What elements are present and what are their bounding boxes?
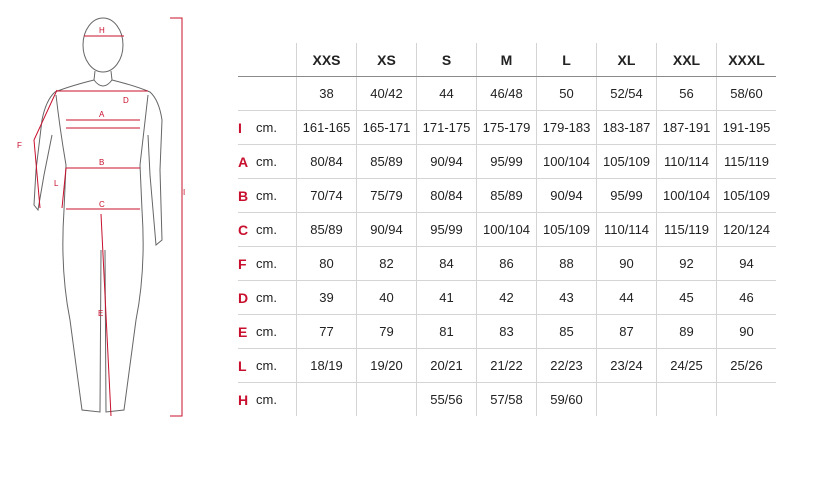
measurement-cell: 115/119 (657, 213, 717, 247)
row-code: F (238, 247, 256, 281)
measurement-cell: 80/84 (417, 179, 477, 213)
eu-size-cell: 56 (657, 77, 717, 111)
size-header: L (537, 43, 597, 77)
size-header: XXS (297, 43, 357, 77)
measurement-cell: 90/94 (537, 179, 597, 213)
measurement-cell: 77 (297, 315, 357, 349)
measurement-cell: 88 (537, 247, 597, 281)
measurement-cell: 95/99 (597, 179, 657, 213)
measurement-cell: 120/124 (717, 213, 777, 247)
measurement-cell: 46 (717, 281, 777, 315)
measurement-cell: 75/79 (357, 179, 417, 213)
measurement-cell: 105/109 (597, 145, 657, 179)
measurement-row-e (238, 315, 776, 349)
measurement-cell (717, 383, 777, 417)
measurement-cell: 105/109 (717, 179, 777, 213)
eu-size-cell: 44 (417, 77, 477, 111)
measurement-cell: 85/89 (297, 213, 357, 247)
measurement-cell: 89 (657, 315, 717, 349)
measurement-row-h (238, 383, 776, 417)
label-d: D (123, 96, 129, 105)
eu-size-cell: 46/48 (477, 77, 537, 111)
measurement-cell: 57/58 (477, 383, 537, 417)
size-header: XS (357, 43, 417, 77)
measurement-cell: 44 (597, 281, 657, 315)
measurement-cell: 110/114 (657, 145, 717, 179)
measurement-cell: 23/24 (597, 349, 657, 383)
size-chart-table (238, 43, 776, 416)
measurement-cell: 39 (297, 281, 357, 315)
measurement-cell: 41 (417, 281, 477, 315)
measurement-cell: 42 (477, 281, 537, 315)
measurement-cell: 92 (657, 247, 717, 281)
label-i: I (183, 188, 186, 197)
row-unit: cm. (256, 281, 297, 315)
measurement-cell: 86 (477, 247, 537, 281)
measurement-cell (357, 383, 417, 417)
row-code: C (238, 213, 256, 247)
measurement-cell: 59/60 (537, 383, 597, 417)
row-unit: cm. (256, 247, 297, 281)
row-code: E (238, 315, 256, 349)
label-b: B (99, 158, 105, 167)
measurement-guides (34, 18, 182, 416)
measurement-cell: 70/74 (297, 179, 357, 213)
measurement-cell: 85/89 (357, 145, 417, 179)
measurement-cell: 81 (417, 315, 477, 349)
measurement-cell: 90 (597, 247, 657, 281)
measurement-cell: 21/22 (477, 349, 537, 383)
size-header: XL (597, 43, 657, 77)
measurement-cell: 90/94 (417, 145, 477, 179)
size-header: XXL (657, 43, 717, 77)
header-blank-letter (238, 43, 256, 77)
measurement-row-l (238, 349, 776, 383)
measurement-cell: 94 (717, 247, 777, 281)
row-unit: cm. (256, 111, 297, 145)
label-h: H (99, 26, 105, 35)
measurement-cell (657, 383, 717, 417)
body-silhouette (34, 18, 162, 412)
measurement-cell: 18/19 (297, 349, 357, 383)
measurement-cell: 80 (297, 247, 357, 281)
row-code: H (238, 391, 249, 408)
row-code: L (238, 349, 256, 383)
label-l: L (54, 179, 59, 188)
size-header: XXXL (717, 43, 777, 77)
measurement-cell: 191-195 (717, 111, 777, 145)
measurement-cell: 165-171 (357, 111, 417, 145)
row-unit: cm. (256, 179, 297, 213)
row-unit: cm. (256, 315, 297, 349)
size-header: S (417, 43, 477, 77)
measurement-cell: 19/20 (357, 349, 417, 383)
row-unit: cm. (256, 213, 297, 247)
measurement-cell: 95/99 (477, 145, 537, 179)
row-code: B (238, 179, 256, 213)
row-unit: cm. (256, 349, 297, 383)
measurement-cell: 85/89 (477, 179, 537, 213)
row-code: I (238, 111, 256, 145)
eu-size-cell: 38 (297, 77, 357, 111)
eu-size-cell: 58/60 (717, 77, 777, 111)
measurement-cell: 22/23 (537, 349, 597, 383)
label-f: F (17, 141, 22, 150)
label-e: E (98, 309, 104, 318)
measurement-cell: 25/26 (717, 349, 777, 383)
measurement-cell: 105/109 (537, 213, 597, 247)
measurement-cell: 85 (537, 315, 597, 349)
measurement-cell: 82 (357, 247, 417, 281)
measurement-cell: 100/104 (477, 213, 537, 247)
measurement-cell: 100/104 (537, 145, 597, 179)
eu-size-cell: 52/54 (597, 77, 657, 111)
measurement-cell: 187-191 (657, 111, 717, 145)
measurement-cell: 87 (597, 315, 657, 349)
measurement-row-f (238, 247, 776, 281)
measurement-cell: 175-179 (477, 111, 537, 145)
measurement-cell: 20/21 (417, 349, 477, 383)
header-blank-unit (256, 43, 297, 77)
measurement-row-d (238, 281, 776, 315)
body-measurement-figure (0, 0, 200, 430)
measurement-row-i (238, 111, 776, 145)
measurement-cell: 100/104 (657, 179, 717, 213)
measurement-cell: 110/114 (597, 213, 657, 247)
measurement-cell (297, 383, 357, 417)
measurement-cell: 183-187 (597, 111, 657, 145)
row-code: A (238, 145, 256, 179)
row-unit (256, 77, 297, 111)
measurement-cell: 84 (417, 247, 477, 281)
eu-size-cell: 40/42 (357, 77, 417, 111)
measurement-cell: 95/99 (417, 213, 477, 247)
measurement-cell: 79 (357, 315, 417, 349)
label-a: A (99, 110, 105, 119)
measurement-cell: 171-175 (417, 111, 477, 145)
measurement-cell: 83 (477, 315, 537, 349)
measurement-row-a (238, 145, 776, 179)
measurement-cell: 40 (357, 281, 417, 315)
measurement-cell: 55/56 (417, 383, 477, 417)
measurement-cell (597, 383, 657, 417)
measurement-cell: 90/94 (357, 213, 417, 247)
measurement-cell: 43 (537, 281, 597, 315)
measurement-cell: 45 (657, 281, 717, 315)
measurement-cell: 24/25 (657, 349, 717, 383)
size-header: M (477, 43, 537, 77)
measurement-cell: 90 (717, 315, 777, 349)
measurement-cell: 161-165 (297, 111, 357, 145)
measurement-row-c (238, 213, 776, 247)
measurement-row-b (238, 179, 776, 213)
eu-size-row (238, 77, 776, 111)
row-unit: cm. (256, 145, 297, 179)
measurement-cell: 179-183 (537, 111, 597, 145)
row-code (238, 77, 256, 111)
row-code: D (238, 281, 256, 315)
eu-size-cell: 50 (537, 77, 597, 111)
measurement-cell: 80/84 (297, 145, 357, 179)
size-header-row (238, 43, 776, 77)
row-unit: cm. (256, 392, 277, 407)
measurement-cell: 115/119 (717, 145, 777, 179)
label-c: C (99, 200, 105, 209)
